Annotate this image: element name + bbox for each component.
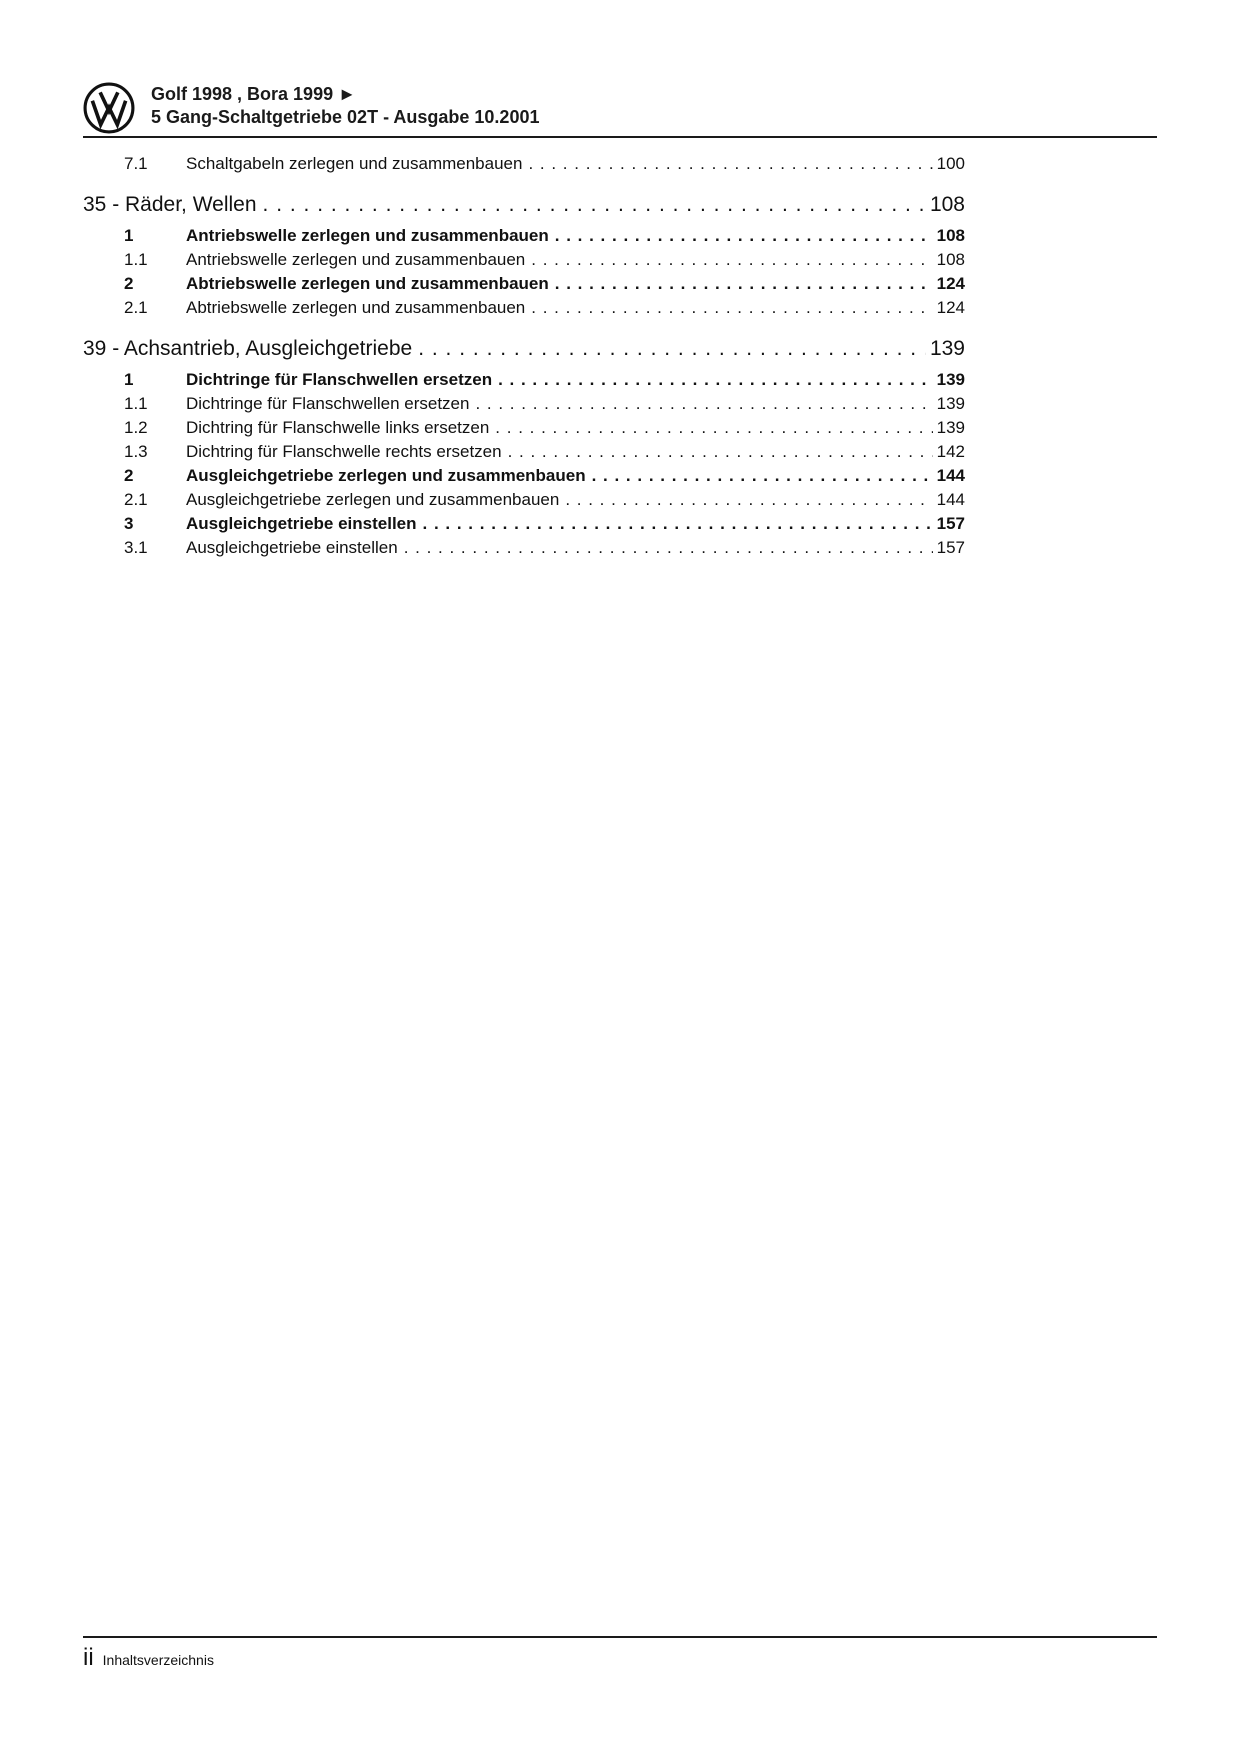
dot-leader [565, 488, 932, 512]
dot-leader [475, 392, 932, 416]
toc-section-heading-page: 139 [929, 337, 965, 360]
table-of-contents [83, 152, 965, 560]
page-footer [83, 1636, 1157, 1671]
toc-entry-number: 3 [124, 514, 134, 533]
toc-entry-page: 139 [936, 418, 965, 437]
toc-entry [83, 392, 965, 416]
toc-entry [83, 296, 965, 320]
toc-entry [83, 248, 965, 272]
toc-entry-title: Dichtring für Flanschwelle rechts ersetzen [186, 442, 502, 461]
toc-entry [83, 536, 965, 560]
page-header [83, 0, 1157, 138]
toc-entry-number: 1.2 [124, 418, 148, 437]
toc-entry-number: 7.1 [124, 154, 148, 173]
toc-entry-number: 2.1 [124, 490, 148, 509]
toc-entry-page: 124 [936, 298, 965, 317]
toc-entry-number: 1.3 [124, 442, 148, 461]
dot-leader [555, 272, 933, 296]
dot-leader [555, 224, 933, 248]
dot-leader [528, 152, 932, 176]
toc-entry [83, 488, 965, 512]
toc-entry [83, 512, 965, 536]
toc-entry-title: Ausgleichgetriebe einstellen [186, 538, 398, 557]
toc-entry [83, 224, 965, 248]
toc-entry-number: 1.1 [124, 394, 148, 413]
dot-leader [418, 336, 926, 362]
toc-entry [83, 440, 965, 464]
toc-entry-number: 2 [124, 274, 134, 293]
header-model-line: Golf 1998 , Bora 1999 ► [151, 84, 356, 104]
toc-entry-page: 124 [936, 274, 965, 293]
toc-entry-title: Ausgleichgetriebe zerlegen und zusammenbauen [186, 466, 586, 485]
toc-entry-page: 108 [936, 226, 965, 245]
dot-leader [423, 512, 933, 536]
toc-entry-title: Abtriebswelle zerlegen und zusammenbauen [186, 274, 549, 293]
toc-entry-page: 139 [936, 394, 965, 413]
toc-entry [83, 272, 965, 296]
header-subject-line: 5 Gang-Schaltgetriebe 02T - Ausgabe 10.2001 [151, 107, 540, 127]
toc-section-heading [83, 192, 965, 218]
toc-entry-number: 1.1 [124, 250, 148, 269]
header-text-block [151, 83, 539, 129]
toc-entry-page: 142 [936, 442, 965, 461]
toc-entry-number: 1 [124, 226, 134, 245]
toc-entry-page: 100 [936, 154, 965, 173]
toc-entry [83, 416, 965, 440]
toc-entry-title: Abtriebswelle zerlegen und zusammenbauen [186, 298, 526, 317]
toc-entry-title: Antriebswelle zerlegen und zusammenbauen [186, 226, 549, 245]
dot-leader [592, 464, 933, 488]
toc-entry-page: 157 [936, 514, 965, 533]
dot-leader [495, 416, 932, 440]
dot-leader [263, 192, 926, 218]
dot-leader [508, 440, 933, 464]
toc-entry-title: Dichtring für Flanschwelle links ersetzen [186, 418, 490, 437]
footer-section-label: Inhaltsverzeichnis [102, 1652, 214, 1668]
toc-entry-title: Ausgleichgetriebe einstellen [186, 514, 417, 533]
toc-entry [83, 152, 965, 176]
toc-entry-number: 2.1 [124, 298, 148, 317]
toc-entry-page: 157 [936, 538, 965, 557]
toc-entry-title: Schaltgabeln zerlegen und zusammenbauen [186, 154, 523, 173]
toc-entry-number: 1 [124, 370, 134, 389]
toc-entry-page: 139 [936, 370, 965, 389]
toc-entry-title: Ausgleichgetriebe zerlegen und zusammenbauen [186, 490, 560, 509]
dot-leader [531, 248, 932, 272]
toc-entry-page: 144 [936, 466, 965, 485]
toc-entry-title: Antriebswelle zerlegen und zusammenbauen [186, 250, 526, 269]
toc-entry [83, 464, 965, 488]
toc-section-heading-label: 39 - Achsantrieb, Ausgleichgetriebe [83, 337, 413, 360]
toc-entry-number: 2 [124, 466, 134, 485]
dot-leader [404, 536, 933, 560]
toc-entry-page: 144 [936, 490, 965, 509]
toc-section-heading-label: 35 - Räder, Wellen [83, 193, 257, 216]
toc-entry-title: Dichtringe für Flanschwellen ersetzen [186, 394, 470, 413]
toc-entry-page: 108 [936, 250, 965, 269]
toc-entry [83, 368, 965, 392]
dot-leader [531, 296, 932, 320]
toc-entry-title: Dichtringe für Flanschwellen ersetzen [186, 370, 493, 389]
toc-section-heading [83, 336, 965, 362]
dot-leader [498, 368, 933, 392]
toc-entry-number: 3.1 [124, 538, 148, 557]
toc-section-heading-page: 108 [929, 193, 965, 216]
footer-page-number: ii [83, 1644, 94, 1671]
vw-logo-icon [83, 82, 135, 134]
